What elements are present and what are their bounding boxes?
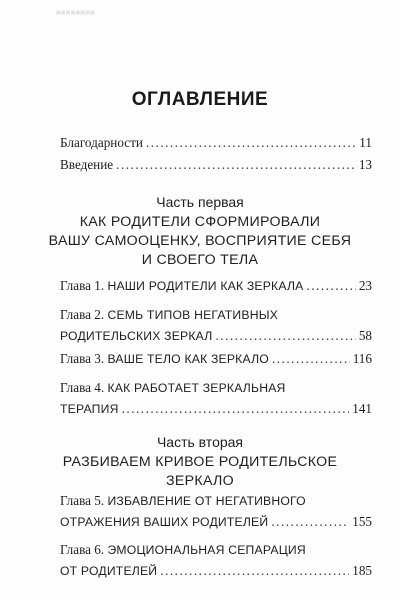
part-label: Часть первая <box>156 194 244 210</box>
toc-page-number: 13 <box>358 157 372 172</box>
toc-page-number: 185 <box>352 563 372 578</box>
toc-page-number: 141 <box>352 401 372 416</box>
chapter-number: Глава 4. <box>60 380 105 395</box>
chapter-title-line: ВАШЕ ТЕЛО КАК ЗЕРКАЛО <box>107 352 269 366</box>
page-title: ОГЛАВЛЕНИЕ <box>131 88 269 110</box>
toc-page-number: 11 <box>359 135 372 150</box>
dot-leader <box>271 514 349 530</box>
chapter-number: Глава 1. <box>60 278 105 293</box>
chapter-title-line: НАШИ РОДИТЕЛИ КАК ЗЕРКАЛА <box>107 279 304 293</box>
chapter-title-line: ТЕРАПИЯ <box>60 402 119 416</box>
chapter-number: Глава 2. <box>60 307 105 322</box>
part-title-line: КАК РОДИТЕЛИ СФОРМИРОВАЛИ <box>79 214 321 230</box>
toc-page-number: 23 <box>358 278 372 293</box>
part-title-line: ВАШУ САМООЦЕНКУ, ВОСПРИЯТИЕ СЕБЯ <box>48 233 352 249</box>
part-title-line: ЗЕРКАЛО <box>166 473 234 489</box>
chapter-title-line: СЕМЬ ТИПОВ НЕГАТИВНЫХ <box>107 308 279 322</box>
part-2-chapters <box>60 0 372 600</box>
chapter-title-line: КАК РАБОТАЕТ ЗЕРКАЛЬНАЯ <box>107 381 286 395</box>
toc-entry-chapter-6[interactable] <box>60 542 372 579</box>
chapter-number: Глава 3. <box>60 351 105 366</box>
toc-page-number: 58 <box>358 328 372 343</box>
toc-page-number: 116 <box>352 351 372 366</box>
chapter-title-line: РОДИТЕЛЬСКИХ ЗЕРКАЛ <box>60 329 213 343</box>
chapter-title-line: ЭМОЦИОНАЛЬНАЯ СЕПАРАЦИЯ <box>107 543 306 557</box>
chapter-title-line: ОТРАЖЕНИЯ ВАШИХ РОДИТЕЛЕЙ <box>60 515 269 529</box>
dot-leader <box>160 563 349 579</box>
part-label: Часть вторая <box>156 434 244 450</box>
chapter-number: Глава 6. <box>60 542 105 557</box>
chapter-number: Глава 5. <box>60 493 105 508</box>
show-through-text: ■■■■■■■■ <box>56 8 95 17</box>
part-title-line: РАЗБИВАЕМ КРИВОЕ РОДИТЕЛЬСКОЕ <box>62 454 338 470</box>
toc-entry-chapter-5[interactable] <box>60 493 372 530</box>
toc-entry-label: Введение <box>60 157 114 172</box>
chapter-title-line: ИЗБАВЛЕНИЕ ОТ НЕГАТИВНОГО <box>107 494 306 508</box>
chapter-title-line: ОТ РОДИТЕЛЕЙ <box>60 564 158 578</box>
toc-page-number: 155 <box>352 514 372 529</box>
part-title-line: И СВОЕГО ТЕЛА <box>141 252 259 268</box>
toc-entry-label: Благодарности <box>60 135 143 150</box>
